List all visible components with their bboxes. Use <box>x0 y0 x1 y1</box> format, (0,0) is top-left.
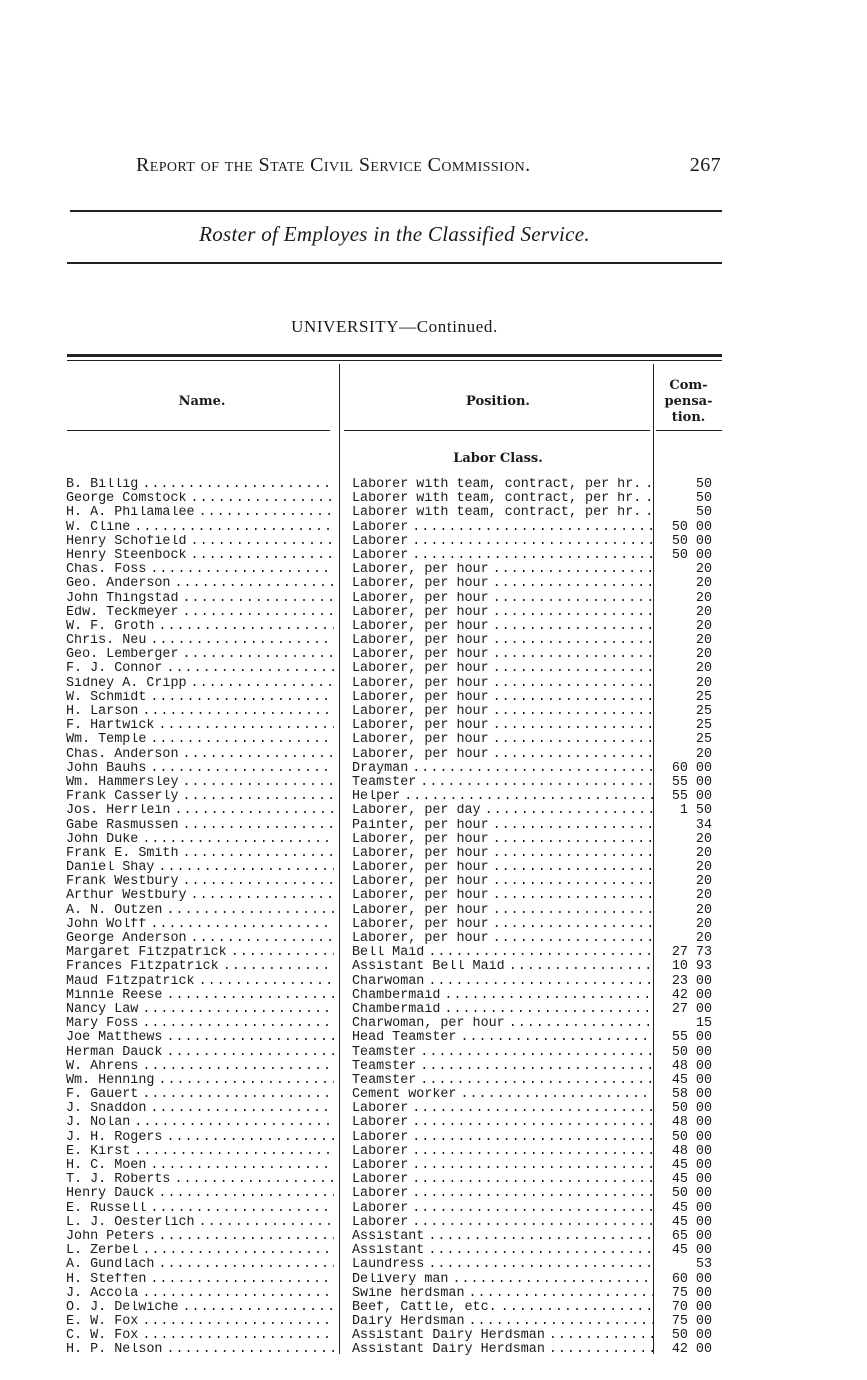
roster-rows <box>66 478 726 1358</box>
employee-position: Chambermaid ..... <box>352 1003 654 1017</box>
employee-name: Frank E. Smith ..... <box>66 847 334 861</box>
employee-compensation: 25 <box>695 733 712 748</box>
employee-position: Assistant ..... <box>352 1244 654 1258</box>
table-row <box>66 606 726 620</box>
employee-position: Laborer ..... <box>352 1216 654 1230</box>
table-row <box>66 804 726 818</box>
table-row <box>66 1159 726 1173</box>
section-title: UNIVERSITY—Continued. <box>291 317 498 336</box>
employee-compensation: 45 00 <box>671 1215 712 1230</box>
employee-name: Jos. Herrlein ..... <box>66 804 334 818</box>
table-row <box>66 1088 726 1102</box>
employee-compensation: 20 <box>695 846 712 861</box>
employee-compensation: 42 00 <box>671 988 712 1003</box>
table-row <box>66 1187 726 1201</box>
employee-position: Laborer, per hour ..... <box>352 606 654 620</box>
employee-position: Swine herdsman ..... <box>352 1287 654 1301</box>
employee-name: O. J. Delwiche ..... <box>66 1301 334 1315</box>
employee-compensation: 42 00 <box>671 1343 712 1358</box>
employee-compensation: 50 00 <box>671 1045 712 1060</box>
employee-position: Laborer, per hour ..... <box>352 592 654 606</box>
employee-name: B. Billig ..... <box>66 478 334 492</box>
employee-compensation: 45 00 <box>671 1073 712 1088</box>
table-row <box>66 790 726 804</box>
table-row <box>66 1287 726 1301</box>
employee-position: Laborer ..... <box>352 535 654 549</box>
employee-position: Laborer ..... <box>352 1116 654 1130</box>
employee-compensation: 50 00 <box>671 1102 712 1117</box>
employee-compensation: 20 <box>695 903 712 918</box>
running-title: Report of the State Civil Service Commission. <box>136 154 531 176</box>
employee-position: Chambermaid ..... <box>352 989 654 1003</box>
employee-position: Laborer ..... <box>352 1187 654 1201</box>
employee-position: Laborer, per hour ..... <box>352 563 654 577</box>
employee-name: Maud Fitzpatrick ..... <box>66 975 334 989</box>
employee-compensation: 20 <box>695 861 712 876</box>
employee-name: F. Hartwick ..... <box>66 719 334 733</box>
employee-compensation: 50 <box>695 506 712 521</box>
table-row <box>66 492 726 506</box>
employee-position: Laborer, per hour ..... <box>352 577 654 591</box>
table-row <box>66 1074 726 1088</box>
table-row <box>66 521 726 535</box>
employee-name: Minnie Reese ..... <box>66 989 334 1003</box>
employee-position: Charwoman, per hour ..... <box>352 1017 654 1031</box>
comp-header-line-1: Com- <box>669 378 708 393</box>
employee-compensation: 10 93 <box>671 960 712 975</box>
employee-name: Chris. Neu ..... <box>66 634 334 648</box>
employee-position: Laborer, per day ..... <box>352 804 654 818</box>
table-row <box>66 535 726 549</box>
employee-position: Laundress ..... <box>352 1258 654 1272</box>
employee-name: Wm. Hammersley ..... <box>66 776 334 790</box>
employee-position: Teamster ..... <box>352 776 654 790</box>
table-row <box>66 1060 726 1074</box>
employee-position: Laborer, per hour ..... <box>352 833 654 847</box>
table-row <box>66 1046 726 1060</box>
employee-position: Laborer ..... <box>352 1131 654 1145</box>
employee-name: H. A. Philamalee ..... <box>66 506 334 520</box>
employee-position: Delivery man ..... <box>352 1273 654 1287</box>
employee-compensation: 55 00 <box>671 1031 712 1046</box>
page-number: 267 <box>689 154 721 176</box>
employee-position: Laborer, per hour ..... <box>352 847 654 861</box>
employee-compensation: 53 <box>695 1258 712 1273</box>
table-row <box>66 1031 726 1045</box>
employee-compensation: 60 00 <box>671 1272 712 1287</box>
employee-name: Geo. Lemberger ..... <box>66 648 334 662</box>
table-row <box>66 889 726 903</box>
employee-position: Assistant Dairy Herdsman ..... <box>352 1329 654 1343</box>
employee-name: T. J. Roberts ..... <box>66 1173 334 1187</box>
employee-name: Chas. Anderson ..... <box>66 748 334 762</box>
employee-name: Wm. Temple ..... <box>66 733 334 747</box>
employee-position: Laborer, per hour ..... <box>352 904 654 918</box>
employee-position: Helper ..... <box>352 790 654 804</box>
employee-compensation: 1 50 <box>679 804 712 819</box>
employee-position: Laborer with team, contract, per hr. ..... <box>352 478 654 492</box>
employee-compensation: 20 <box>695 662 712 677</box>
employee-position: Assistant Bell Maid ..... <box>352 960 654 974</box>
page-header <box>136 154 721 184</box>
employee-position: Cement worker ..... <box>352 1088 654 1102</box>
table-row <box>66 1216 726 1230</box>
header-underline-position <box>344 430 650 431</box>
employee-name: E. Kirst ..... <box>66 1145 334 1159</box>
employee-name: F. Gauert ..... <box>66 1088 334 1102</box>
table-row <box>66 592 726 606</box>
employee-name: Gabe Rasmussen ..... <box>66 819 334 833</box>
employee-position: Laborer ..... <box>352 1145 654 1159</box>
table-row <box>66 478 726 492</box>
employee-name: Wm. Henning ..... <box>66 1074 334 1088</box>
employee-name: Edw. Teckmeyer ..... <box>66 606 334 620</box>
employee-name: C. W. Fox ..... <box>66 1329 334 1343</box>
employee-position: Laborer, per hour ..... <box>352 932 654 946</box>
employee-position: Laborer ..... <box>352 1202 654 1216</box>
table-top-rule-thin <box>67 360 722 361</box>
employee-position: Assistant ..... <box>352 1230 654 1244</box>
table-row <box>66 1244 726 1258</box>
employee-name: H. P. Nelson ..... <box>66 1343 334 1357</box>
header-underline-comp <box>656 430 722 431</box>
table-row <box>66 1145 726 1159</box>
header-underline-name <box>67 430 330 431</box>
employee-compensation: 20 <box>695 591 712 606</box>
employee-compensation: 75 00 <box>671 1315 712 1330</box>
employee-compensation: 20 <box>695 634 712 649</box>
table-row <box>66 960 726 974</box>
employee-position: Laborer ..... <box>352 549 654 563</box>
employee-compensation: 20 <box>695 832 712 847</box>
employee-position: Laborer, per hour ..... <box>352 918 654 932</box>
employee-position: Laborer, per hour ..... <box>352 648 654 662</box>
employee-name: J. Accola ..... <box>66 1287 334 1301</box>
employee-compensation: 50 00 <box>671 1329 712 1344</box>
employee-name: John Peters ..... <box>66 1230 334 1244</box>
employee-compensation: 55 00 <box>671 775 712 790</box>
employee-position: Laborer, per hour ..... <box>352 705 654 719</box>
employee-compensation: 50 00 <box>671 534 712 549</box>
employee-name: J. Snaddon ..... <box>66 1102 334 1116</box>
employee-position: Laborer, per hour ..... <box>352 748 654 762</box>
employee-position: Painter, per hour ..... <box>352 819 654 833</box>
table-row <box>66 833 726 847</box>
table-row <box>66 1202 726 1216</box>
table-row <box>66 577 726 591</box>
table-row <box>66 1343 726 1357</box>
table-row <box>66 705 726 719</box>
employee-name: J. Nolan ..... <box>66 1116 334 1130</box>
employee-compensation: 50 00 <box>671 1130 712 1145</box>
header-rule <box>70 210 722 212</box>
employee-compensation: 27 00 <box>671 1002 712 1017</box>
employee-position: Charwoman ..... <box>352 975 654 989</box>
table-row <box>66 975 726 989</box>
employee-compensation: 20 <box>695 676 712 691</box>
employee-position: Teamster ..... <box>352 1074 654 1088</box>
employee-compensation: 48 00 <box>671 1116 712 1131</box>
employee-compensation: 50 <box>695 492 712 507</box>
table-row <box>66 1230 726 1244</box>
employee-compensation: 20 <box>695 619 712 634</box>
table-top-rule <box>67 354 722 357</box>
employee-compensation: 20 <box>695 563 712 578</box>
table-row <box>66 719 726 733</box>
employee-name: A. Gundlach ..... <box>66 1258 334 1272</box>
employee-compensation: 25 <box>695 690 712 705</box>
employee-position: Laborer ..... <box>352 1173 654 1187</box>
employee-compensation: 58 00 <box>671 1088 712 1103</box>
table-row <box>66 1116 726 1130</box>
subtitle-rule <box>67 262 722 264</box>
employee-name: Henry Schofield ..... <box>66 535 334 549</box>
table-row <box>66 648 726 662</box>
employee-compensation: 15 <box>695 1017 712 1032</box>
employee-compensation: 20 <box>695 577 712 592</box>
employee-name: Henry Dauck ..... <box>66 1187 334 1201</box>
employee-compensation: 25 <box>695 705 712 719</box>
table-row <box>66 677 726 691</box>
employee-position: Head Teamster ..... <box>352 1031 654 1045</box>
table-row <box>66 1131 726 1145</box>
employee-position: Teamster ..... <box>352 1046 654 1060</box>
employee-compensation: 20 <box>695 917 712 932</box>
employee-name: John Bauhs ..... <box>66 762 334 776</box>
table-row <box>66 1301 726 1315</box>
table-row <box>66 563 726 577</box>
table-row <box>66 691 726 705</box>
table-row <box>66 506 726 520</box>
employee-compensation: 48 00 <box>671 1059 712 1074</box>
employee-compensation: 27 73 <box>671 946 712 961</box>
employee-position: Laborer, per hour ..... <box>352 875 654 889</box>
table-row <box>66 1003 726 1017</box>
table-row <box>66 733 726 747</box>
employee-name: H. Larson ..... <box>66 705 334 719</box>
table-row <box>66 634 726 648</box>
table-row <box>66 932 726 946</box>
employee-name: George Anderson ..... <box>66 932 334 946</box>
employee-position: Drayman ..... <box>352 762 654 776</box>
table-row <box>66 1017 726 1031</box>
table-row <box>66 861 726 875</box>
employee-position: Laborer, per hour ..... <box>352 691 654 705</box>
employee-compensation: 45 00 <box>671 1201 712 1216</box>
table-row <box>66 946 726 960</box>
table-row <box>66 776 726 790</box>
employee-name: Mary Foss ..... <box>66 1017 334 1031</box>
employee-position: Laborer with team, contract, per hr. ..... <box>352 506 654 520</box>
column-header-position: Position. <box>466 394 530 409</box>
table-row <box>66 1329 726 1343</box>
table-row <box>66 819 726 833</box>
table-row <box>66 549 726 563</box>
employee-position: Laborer, per hour ..... <box>352 889 654 903</box>
employee-compensation: 55 00 <box>671 790 712 805</box>
employee-name: A. N. Outzen ..... <box>66 904 334 918</box>
employee-name: Frank Westbury ..... <box>66 875 334 889</box>
employee-position: Laborer ..... <box>352 1102 654 1116</box>
table-row <box>66 875 726 889</box>
employee-name: John Wolff ..... <box>66 918 334 932</box>
employee-position: Dairy Herdsman ..... <box>352 1315 654 1329</box>
labor-class-heading: Labor Class. <box>453 451 543 466</box>
employee-position: Bell Maid ..... <box>352 946 654 960</box>
employee-position: Laborer, per hour ..... <box>352 861 654 875</box>
employee-name: Arthur Westbury ..... <box>66 889 334 903</box>
employee-name: W. F. Groth ..... <box>66 620 334 634</box>
employee-name: John Duke ..... <box>66 833 334 847</box>
table-row <box>66 1273 726 1287</box>
employee-compensation: 50 00 <box>671 520 712 535</box>
employee-compensation: 70 00 <box>671 1300 712 1315</box>
employee-name: John Thingstad ..... <box>66 592 334 606</box>
employee-name: E. W. Fox ..... <box>66 1315 334 1329</box>
employee-name: J. H. Rogers ..... <box>66 1131 334 1145</box>
table-row <box>66 989 726 1003</box>
employee-compensation: 50 00 <box>671 1187 712 1202</box>
employee-name: Frank Casserly ..... <box>66 790 334 804</box>
table-row <box>66 662 726 676</box>
employee-name: F. J. Connor ..... <box>66 662 334 676</box>
table-row <box>66 904 726 918</box>
employee-compensation: 75 00 <box>671 1286 712 1301</box>
employee-compensation: 50 <box>695 478 712 492</box>
employee-position: Beef, Cattle, etc. ..... <box>352 1301 654 1315</box>
roster-subtitle: Roster of Employes in the Classified Service. <box>199 222 590 246</box>
table-row <box>66 620 726 634</box>
employee-position: Laborer ..... <box>352 1159 654 1173</box>
table-row <box>66 847 726 861</box>
employee-name: W. Ahrens ..... <box>66 1060 334 1074</box>
comp-header-line-3: tion. <box>671 410 706 425</box>
employee-name: Frances Fitzpatrick ..... <box>66 960 334 974</box>
employee-name: Daniel Shay ..... <box>66 861 334 875</box>
employee-position: Laborer, per hour ..... <box>352 719 654 733</box>
employee-name: Joe Matthews ..... <box>66 1031 334 1045</box>
employee-compensation: 65 00 <box>671 1229 712 1244</box>
employee-name: L. Zerbel ..... <box>66 1244 334 1258</box>
employee-name: L. J. Oesterlich ..... <box>66 1216 334 1230</box>
employee-name: E. Russell ..... <box>66 1202 334 1216</box>
employee-compensation: 45 00 <box>671 1159 712 1173</box>
employee-name: Herman Dauck ..... <box>66 1046 334 1060</box>
table-row <box>66 1102 726 1116</box>
employee-compensation: 20 <box>695 932 712 946</box>
employee-position: Laborer, per hour ..... <box>352 620 654 634</box>
employee-position: Assistant Dairy Herdsman ..... <box>352 1343 654 1357</box>
table-row <box>66 1258 726 1272</box>
employee-compensation: 34 <box>695 818 712 833</box>
employee-position: Laborer, per hour ..... <box>352 662 654 676</box>
employee-position: Laborer, per hour ..... <box>352 677 654 691</box>
employee-compensation: 20 <box>695 648 712 663</box>
employee-compensation: 20 <box>695 605 712 620</box>
table-row <box>66 1173 726 1187</box>
employee-name: W. Cline ..... <box>66 521 334 535</box>
employee-position: Laborer ..... <box>352 521 654 535</box>
employee-compensation: 25 <box>695 719 712 734</box>
employee-name: Nancy Law ..... <box>66 1003 334 1017</box>
employee-position: Laborer, per hour ..... <box>352 733 654 747</box>
employee-name: Sidney A. Cripp ..... <box>66 677 334 691</box>
comp-header-line-2: pensa- <box>664 394 713 409</box>
column-header-name: Name. <box>178 394 226 409</box>
employee-compensation: 60 00 <box>671 761 712 776</box>
column-header-compensation <box>655 378 722 426</box>
employee-name: Geo. Anderson ..... <box>66 577 334 591</box>
employee-compensation: 45 00 <box>671 1244 712 1259</box>
employee-name: H. C. Moen ..... <box>66 1159 334 1173</box>
table-row <box>66 1315 726 1329</box>
employee-position: Laborer, per hour ..... <box>352 634 654 648</box>
table-row <box>66 762 726 776</box>
employee-name: Chas. Foss ..... <box>66 563 334 577</box>
employee-name: George Comstock ..... <box>66 492 334 506</box>
employee-name: Henry Steenbock ..... <box>66 549 334 563</box>
employee-compensation: 48 00 <box>671 1144 712 1159</box>
employee-name: Margaret Fitzpatrick ..... <box>66 946 334 960</box>
employee-compensation: 20 <box>695 875 712 890</box>
table-row <box>66 748 726 762</box>
employee-compensation: 20 <box>695 747 712 762</box>
employee-compensation: 50 00 <box>671 548 712 563</box>
employee-compensation: 20 <box>695 889 712 904</box>
employee-position: Teamster ..... <box>352 1060 654 1074</box>
employee-compensation: 23 00 <box>671 974 712 989</box>
employee-compensation: 45 00 <box>671 1173 712 1188</box>
table-row <box>66 918 726 932</box>
employee-position: Laborer with team, contract, per hr. ..... <box>352 492 654 506</box>
employee-name: W. Schmidt ..... <box>66 691 334 705</box>
employee-name: H. Steffen ..... <box>66 1273 334 1287</box>
